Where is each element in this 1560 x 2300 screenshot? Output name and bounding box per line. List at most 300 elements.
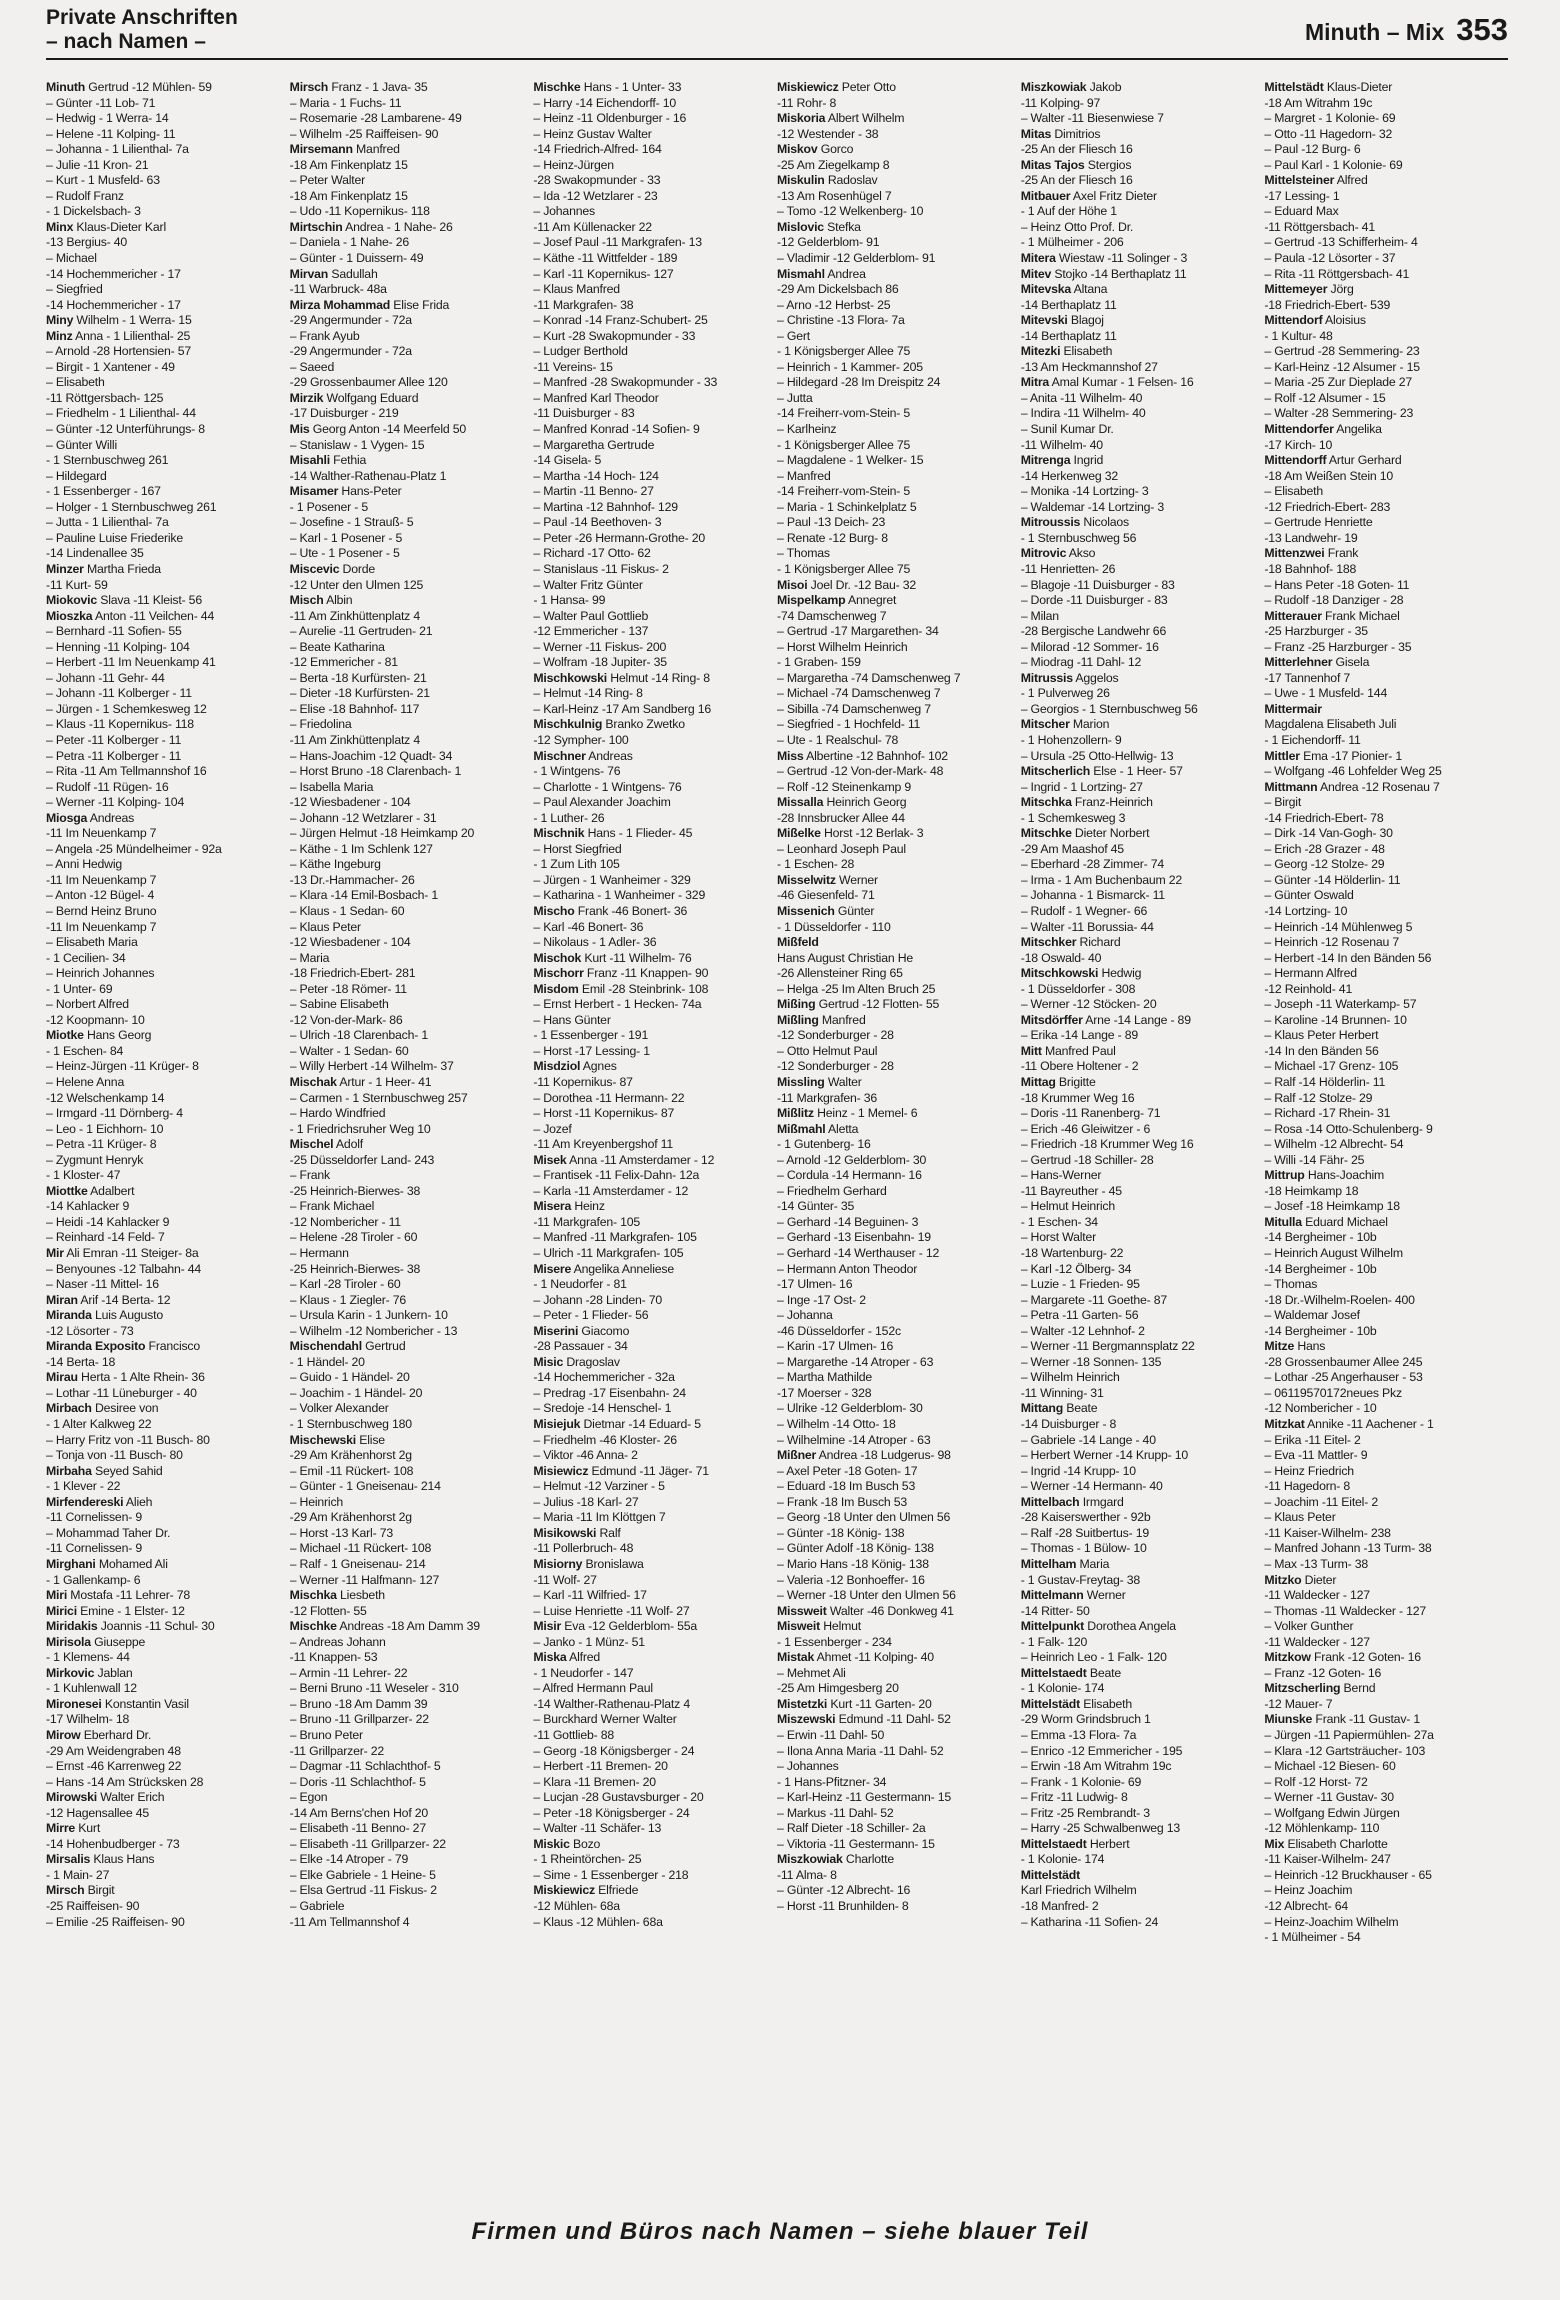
entry-details: Eva -12 Gelderblom- 55a (561, 1619, 698, 1634)
directory-entry (46, 749, 284, 765)
directory-entry (777, 406, 1015, 422)
entry-details: Elisabeth Charlotte (1284, 1836, 1388, 1851)
entry-details: – Heinrich - 1 Kammer- 205 (777, 359, 923, 374)
directory-entry (46, 1075, 284, 1091)
entry-details: – Fritz -25 Rembrandt- 3 (1020, 1805, 1150, 1820)
directory-entry (777, 1837, 1015, 1853)
entry-details: Mohamed Ali (95, 1556, 168, 1571)
directory-entry (777, 873, 1015, 889)
directory-entry (777, 1759, 1015, 1775)
entry-details: -25 Am Himgesberg 20 (777, 1681, 899, 1696)
entry-surname: Minzer (46, 561, 84, 576)
entry-details: - 1 Main- 27 (46, 1867, 110, 1882)
directory-entry (46, 1759, 284, 1775)
directory-entry (1021, 189, 1259, 205)
entry-details: -11 Kurt- 59 (46, 577, 108, 592)
entry-details: -13 Bergius- 40 (46, 235, 128, 250)
entry-details: – Joachim -11 Eitel- 2 (1264, 1494, 1378, 1509)
entry-details: – Helmut Heinrich (1020, 1199, 1116, 1214)
directory-entry (1264, 1184, 1502, 1200)
entry-details: -14 Hohenbudberger - 73 (46, 1836, 180, 1851)
directory-entry (1264, 1790, 1502, 1806)
entry-details: – Ida -12 Wetzlarer - 23 (533, 188, 658, 203)
directory-entry (1264, 1852, 1502, 1868)
entry-details: -17 Moerser - 328 (777, 1385, 872, 1400)
entry-details: – Janko - 1 Münz- 51 (533, 1634, 645, 1649)
entry-surname: Mironesei (46, 1696, 102, 1711)
entry-details: - 1 Eschen- 34 (1020, 1214, 1098, 1229)
entry-details: – Georg -18 Unter den Ulmen 56 (777, 1510, 951, 1525)
directory-entry (1021, 842, 1259, 858)
entry-details: – Paul -12 Burg- 6 (1264, 142, 1361, 157)
directory-entry (777, 966, 1015, 982)
directory-entry (533, 1464, 771, 1480)
directory-entry (533, 1433, 771, 1449)
directory-entry (290, 546, 528, 562)
entry-details: – Jürgen Helmut -18 Heimkamp 20 (289, 826, 475, 841)
entry-details: – Tomo -12 Welkenberg- 10 (777, 204, 924, 219)
directory-entry (777, 904, 1015, 920)
entry-details: Blagoj (1067, 313, 1104, 328)
entry-details: – Karl -28 Tiroler - 60 (289, 1277, 401, 1292)
entry-surname: Mißlitz (777, 1106, 814, 1121)
directory-entry (777, 982, 1015, 998)
entry-details: – Julie -11 Kron- 21 (46, 157, 149, 172)
entry-details: – Beate Katharina (289, 639, 385, 654)
directory-entry (46, 344, 284, 360)
directory-entry (46, 1091, 284, 1107)
directory-entry (777, 811, 1015, 827)
directory-entry (46, 267, 284, 283)
entry-details: – Günter Willi (46, 437, 117, 452)
directory-entry (46, 578, 284, 594)
entry-details: – Peter - 1 Flieder- 56 (533, 1308, 649, 1323)
entry-details: – Walter - 1 Sedan- 60 (289, 1043, 409, 1058)
entry-details: – Klaus Manfred (533, 282, 620, 297)
entry-details: – Miodrag -11 Dahl- 12 (1020, 655, 1142, 670)
entry-details: - 1 Kolonie- 174 (1020, 1681, 1105, 1696)
entry-details: – Gertrude Henriette (1264, 515, 1373, 530)
entry-details: – Manfred Konrad -14 Sofien- 9 (533, 422, 700, 437)
directory-entry (777, 1293, 1015, 1309)
entry-details: – Anita -11 Wilhelm- 40 (1020, 390, 1143, 405)
directory-entry (1021, 220, 1259, 236)
directory-entry (1264, 484, 1502, 500)
entry-details: – Rudolf Franz (46, 188, 124, 203)
entry-details: -25 An der Fliesch 16 (1020, 173, 1133, 188)
entry-details: – Margaretha -74 Damschenweg 7 (777, 670, 961, 685)
entry-details: – Heidi -14 Kahlacker 9 (46, 1214, 170, 1229)
entry-details: -18 Dr.-Wilhelm-Roelen- 400 (1264, 1292, 1415, 1307)
entry-details: – Karin -17 Ulmen- 16 (777, 1339, 894, 1354)
directory-entry (777, 1868, 1015, 1884)
directory-entry (1264, 593, 1502, 609)
entry-details: Frank -46 Bonert- 36 (574, 903, 688, 918)
entry-details: – Rolf -12 Horst- 72 (1264, 1774, 1368, 1789)
entry-details: - 1 Kloster- 47 (46, 1168, 121, 1183)
entry-details: – Heinrich -12 Rosenau 7 (1264, 935, 1400, 950)
directory-entry (533, 1293, 771, 1309)
directory-entry (1021, 686, 1259, 702)
directory-entry (777, 1184, 1015, 1200)
entry-details: -25 Heinrich-Bierwes- 38 (289, 1183, 421, 1198)
directory-entry (533, 1510, 771, 1526)
entry-details: – Alfred Hermann Paul (533, 1681, 653, 1696)
entry-details: – Guido - 1 Händel- 20 (289, 1370, 410, 1385)
directory-entry (777, 204, 1015, 220)
directory-entry (290, 1666, 528, 1682)
entry-details: -11 Alma- 8 (777, 1867, 837, 1882)
entry-surname: Miskoria (777, 111, 826, 126)
entry-details: -13 Dr.-Hammacher- 26 (289, 872, 415, 887)
directory-entry (1264, 360, 1502, 376)
entry-details: - 1 Cecilien- 34 (46, 950, 126, 965)
directory-entry (1021, 360, 1259, 376)
directory-entry (290, 1573, 528, 1589)
directory-entry (533, 1246, 771, 1262)
entry-surname: Mirbach (46, 1401, 92, 1416)
directory-entry (1021, 997, 1259, 1013)
entry-surname: Mittang (1020, 1401, 1063, 1416)
entry-surname: Mirghani (46, 1556, 96, 1571)
directory-entry (46, 857, 284, 873)
entry-details: – Manfred Karl Theodor (533, 390, 659, 405)
directory-entry (533, 484, 771, 500)
entry-surname: Mitterlehner (1264, 655, 1333, 670)
entry-details: – Hermann Anton Theodor (777, 1261, 918, 1276)
entry-surname: Mismahl (777, 266, 825, 281)
entry-surname: Misoi (777, 577, 808, 592)
entry-details: -12 Von-der-Mark- 86 (289, 1012, 403, 1027)
directory-entry (777, 1215, 1015, 1231)
entry-details: Arif -14 Berta- 12 (77, 1292, 171, 1307)
entry-details: Desiree von (91, 1401, 159, 1416)
directory-entry (777, 1619, 1015, 1635)
entry-details: – Maria - 1 Schinkelplatz 5 (777, 499, 917, 514)
directory-entry (1264, 935, 1502, 951)
directory-entry (1264, 1293, 1502, 1309)
entry-details: -11 Gottlieb- 88 (533, 1727, 614, 1742)
entry-details: – Markus -11 Dahl- 52 (777, 1805, 894, 1820)
directory-entry (1264, 1666, 1502, 1682)
directory-entry (290, 982, 528, 998)
directory-entry (777, 298, 1015, 314)
entry-surname: Miottke (46, 1183, 88, 1198)
directory-entry (290, 857, 528, 873)
directory-entry (1264, 500, 1502, 516)
directory-entry (777, 189, 1015, 205)
directory-entry (46, 671, 284, 687)
entry-surname: Miskulin (777, 173, 825, 188)
entry-details: Adolf (333, 1137, 363, 1152)
entry-details: – Johann -11 Kolberger - 11 (46, 686, 192, 701)
directory-entry (777, 484, 1015, 500)
entry-details: Franz - 1 Java- 35 (328, 80, 428, 94)
entry-surname: Mioszka (46, 608, 93, 623)
directory-entry (290, 997, 528, 1013)
directory-entry (777, 1355, 1015, 1371)
entry-details: – Erwin -11 Dahl- 50 (777, 1727, 885, 1742)
directory-entry (290, 1417, 528, 1433)
directory-entry (777, 1495, 1015, 1511)
directory-entry (290, 1122, 528, 1138)
directory-entry (46, 640, 284, 656)
entry-details: – Ernst -46 Karrenweg 22 (46, 1759, 182, 1774)
directory-entry (1021, 593, 1259, 609)
entry-surname: Miotke (46, 1028, 84, 1043)
directory-entry (1021, 1246, 1259, 1262)
directory-entry (533, 1573, 771, 1589)
entry-details: – Friedolina (289, 717, 352, 732)
entry-surname: Mittendorfer (1264, 422, 1334, 437)
directory-entry (1264, 1930, 1502, 1946)
directory-entry (1264, 764, 1502, 780)
directory-entry (290, 173, 528, 189)
entry-details: -14 Herkenweg 32 (1020, 468, 1118, 483)
directory-entry (290, 1526, 528, 1542)
entry-details: Emine - 1 Elster- 12 (76, 1603, 185, 1618)
directory-entry (1264, 686, 1502, 702)
directory-entry (46, 593, 284, 609)
directory-entry (46, 1448, 284, 1464)
section-title-line2: – nach Namen – (46, 30, 206, 53)
entry-surname: Misahli (289, 453, 330, 468)
entry-details: – Sunil Kumar Dr. (1020, 422, 1114, 437)
directory-entry (777, 142, 1015, 158)
directory-entry (46, 1324, 284, 1340)
entry-details: – Margaretha Gertrude (533, 437, 655, 452)
entry-details: - 1 Essenberger - 191 (533, 1028, 649, 1043)
directory-entry (290, 298, 528, 314)
entry-details: Stefka (823, 219, 861, 234)
directory-entry (46, 1557, 284, 1573)
entry-details: – Sredoje -14 Henschel- 1 (533, 1401, 672, 1416)
directory-entry (533, 717, 771, 733)
directory-entry (46, 391, 284, 407)
directory-entry (1021, 1806, 1259, 1822)
directory-entry (46, 935, 284, 951)
entry-details: – Erika -11 Eitel- 2 (1264, 1432, 1361, 1447)
entry-details: – Mohammad Taher Dr. (46, 1525, 171, 1540)
entry-details: Hans Georg (83, 1028, 152, 1043)
directory-entry (46, 826, 284, 842)
entry-details: – Karla -11 Amsterdamer - 12 (533, 1183, 689, 1198)
entry-surname: Mitzko (1264, 1572, 1302, 1587)
directory-entry (46, 1339, 284, 1355)
entry-details: – Walter -12 Lehnhof- 2 (1020, 1323, 1145, 1338)
entry-details: – Klaus Peter Herbert (1264, 1028, 1379, 1043)
directory-entry (46, 142, 284, 158)
directory-entry (777, 1137, 1015, 1153)
entry-details: – Klara -12 Gartsträucher- 103 (1264, 1743, 1426, 1758)
directory-entry (533, 1401, 771, 1417)
directory-entry (1264, 1028, 1502, 1044)
entry-surname: Mittelham (1020, 1556, 1077, 1571)
entry-details: Klaus-Dieter (1323, 80, 1393, 94)
directory-entry (46, 609, 284, 625)
entry-details: – Rudolf -11 Rügen- 16 (46, 779, 169, 794)
directory-entry (533, 982, 771, 998)
entry-details: – Walter -28 Semmering- 23 (1264, 406, 1414, 421)
directory-entry (46, 1106, 284, 1122)
entry-details: – Frank - 1 Kolonie- 69 (1020, 1774, 1142, 1789)
entry-details: -14 Hochemmericher - 17 (46, 297, 181, 312)
directory-entry (46, 686, 284, 702)
directory-entry (777, 1573, 1015, 1589)
directory-entry (777, 624, 1015, 640)
entry-details: -74 Damschenweg 7 (777, 608, 887, 623)
entry-details: - 1 Klemens- 44 (46, 1650, 130, 1665)
entry-details: – Enrico -12 Emmericher - 195 (1020, 1743, 1183, 1758)
entry-details: – Carmen - 1 Sternbuschweg 257 (289, 1090, 468, 1105)
directory-entry (1021, 1106, 1259, 1122)
directory-entry (533, 282, 771, 298)
entry-details: Bronislawa (582, 1556, 644, 1571)
directory-entry (777, 267, 1015, 283)
entry-details: – Luzie - 1 Frieden- 95 (1020, 1277, 1140, 1292)
directory-entry (1264, 406, 1502, 422)
entry-details: – Elisabeth -11 Benno- 27 (289, 1821, 426, 1836)
directory-entry (290, 1650, 528, 1666)
entry-details: Hans - 1 Unter- 33 (580, 80, 682, 94)
entry-details: – Michael (46, 251, 97, 266)
directory-entry (1264, 578, 1502, 594)
directory-entry (290, 1852, 528, 1868)
entry-details: – Friedrich -18 Krummer Weg 16 (1020, 1137, 1194, 1152)
directory-entry (1021, 1075, 1259, 1091)
entry-details: - 1 Eichendorff- 11 (1264, 732, 1361, 747)
entry-details: Maria (1076, 1556, 1110, 1571)
directory-column-1 (46, 80, 290, 2180)
entry-details: – Gerhard -13 Eisenbahn- 19 (777, 1230, 931, 1245)
entry-details: - 1 Kolonie- 174 (1020, 1852, 1105, 1867)
directory-entry (533, 1495, 771, 1511)
directory-entry (46, 811, 284, 827)
entry-details: -12 Koopmann- 10 (46, 1012, 145, 1027)
entry-details: Ema -17 Pionier- 1 (1299, 748, 1402, 763)
directory-entry (533, 1588, 771, 1604)
directory-entry (1021, 422, 1259, 438)
entry-surname: Mischnik (533, 826, 585, 841)
directory-entry (1264, 1448, 1502, 1464)
entry-details: -13 Landwehr- 19 (1264, 530, 1358, 545)
entry-details: Dorde (339, 561, 376, 576)
directory-entry (533, 609, 771, 625)
entry-surname: Mischorr (533, 966, 584, 981)
entry-details: – Horst -17 Lessing- 1 (533, 1043, 650, 1058)
entry-details: – Werner -14 Hermann- 40 (1020, 1479, 1163, 1494)
entry-surname: Miranda Exposito (46, 1339, 146, 1354)
directory-entry (1021, 142, 1259, 158)
entry-details: – Anni Hedwig (46, 857, 123, 872)
entry-surname: Mittelsteiner (1264, 173, 1335, 188)
entry-details: – Peter -26 Hermann-Grothe- 20 (533, 530, 706, 545)
entry-details: – Milorad -12 Sommer- 16 (1020, 639, 1159, 654)
entry-surname: Mischke (533, 80, 581, 94)
directory-entry (290, 1728, 528, 1744)
directory-entry (533, 624, 771, 640)
entry-details: – Katharina - 1 Wanheimer - 329 (533, 888, 706, 903)
entry-details: -11 Knappen- 53 (289, 1650, 378, 1665)
directory-entry (533, 1013, 771, 1029)
directory-entry (533, 267, 771, 283)
directory-entry (46, 655, 284, 671)
entry-details: – Gertrud -18 Schiller- 28 (1020, 1152, 1154, 1167)
directory-entry (533, 1370, 771, 1386)
directory-entry (46, 375, 284, 391)
directory-entry (533, 655, 771, 671)
directory-entry (1021, 1262, 1259, 1278)
entry-details: – Ralf - 1 Gneisenau- 214 (289, 1556, 426, 1571)
entry-surname: Miskov (777, 142, 818, 157)
directory-entry (1264, 1541, 1502, 1557)
directory-entry (290, 920, 528, 936)
directory-entry (777, 1308, 1015, 1324)
entry-details: - 1 Klever - 22 (46, 1479, 121, 1494)
entry-details: – Josef Paul -11 Markgrafen- 13 (533, 235, 702, 250)
entry-details: – Klaus Peter (1264, 1510, 1336, 1525)
entry-details: – Jozef (533, 1121, 572, 1136)
entry-details: Else - 1 Heer- 57 (1090, 764, 1183, 779)
entry-details: - 1 Auf der Höhe 1 (1020, 204, 1117, 219)
directory-entry (1021, 1697, 1259, 1713)
directory-entry (1021, 1744, 1259, 1760)
entry-details: – Frantisek -11 Felix-Dahn- 12a (533, 1168, 700, 1183)
directory-entry (1264, 1899, 1502, 1915)
directory-entry (290, 1059, 528, 1075)
directory-entry (777, 438, 1015, 454)
directory-entry (1021, 158, 1259, 174)
entry-details: – Ingrid -14 Krupp- 10 (1020, 1463, 1136, 1478)
entry-details: Manfred Paul (1041, 1043, 1116, 1058)
entry-details: Ralf (596, 1525, 621, 1540)
entry-details: Heinrich Georg (823, 795, 907, 810)
entry-details: – Johann -11 Gehr- 44 (46, 670, 165, 685)
entry-details: -11 Am Zinkhüttenplatz 4 (289, 608, 420, 623)
directory-entry (777, 1433, 1015, 1449)
directory-entry (46, 1790, 284, 1806)
entry-surname: Mirowski (46, 1790, 98, 1805)
entry-details: – Jürgen - 1 Schemkesweg 12 (46, 701, 207, 716)
entry-details: Helmut (820, 1619, 861, 1634)
entry-surname: Miszkowiak (777, 1852, 843, 1867)
entry-details: - 1 Friedrichsruher Weg 10 (289, 1121, 431, 1136)
directory-entry (1264, 1744, 1502, 1760)
directory-entry (1021, 966, 1259, 982)
entry-surname: Missalla (777, 795, 824, 810)
directory-entry (533, 515, 771, 531)
entry-details: Beate (1086, 1665, 1121, 1680)
entry-details: -25 Heinrich-Bierwes- 38 (289, 1261, 421, 1276)
directory-entry (777, 344, 1015, 360)
directory-entry (1264, 438, 1502, 454)
directory-entry (1264, 1588, 1502, 1604)
directory-entry (777, 127, 1015, 143)
entry-details: Angelika (1333, 422, 1382, 437)
directory-entry (290, 1775, 528, 1791)
directory-entry (46, 1184, 284, 1200)
entry-details: – Elisabeth (1264, 484, 1324, 499)
entry-details: – Georg -12 Stolze- 29 (1264, 857, 1385, 872)
directory-entry (1021, 1635, 1259, 1651)
directory-entry (777, 1044, 1015, 1060)
entry-surname: Mitera (1020, 251, 1056, 266)
directory-entry (290, 484, 528, 500)
entry-details: – Margret - 1 Kolonie- 69 (1264, 111, 1396, 126)
entry-details: – Arnold -12 Gelderblom- 30 (777, 1152, 927, 1167)
entry-details: – Werner -11 Halfmann- 127 (289, 1572, 440, 1587)
entry-details: Liesbeth (336, 1588, 385, 1603)
